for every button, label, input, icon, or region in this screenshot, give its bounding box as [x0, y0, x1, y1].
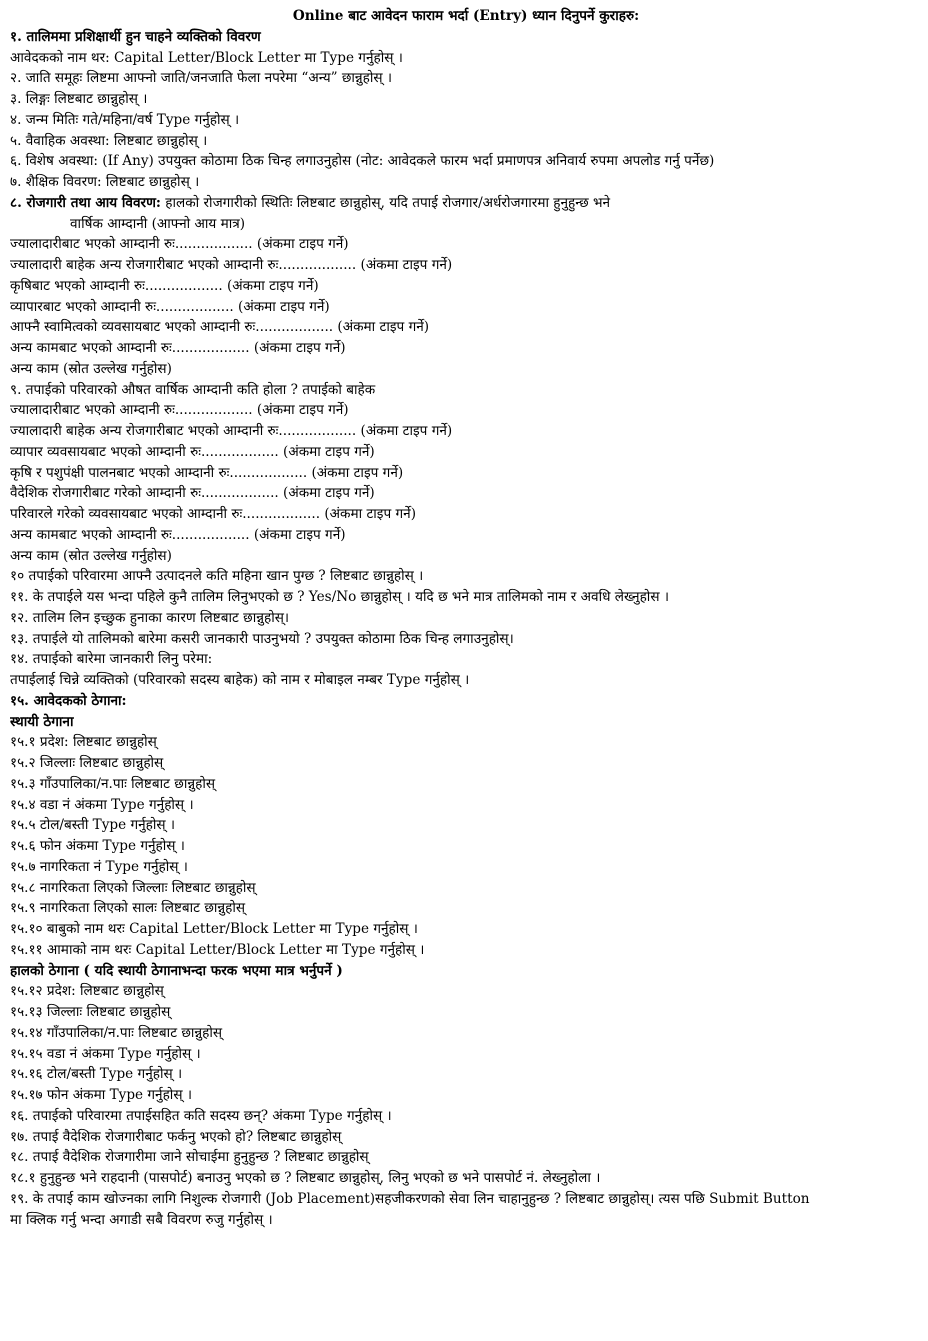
instruction-line: ५. वैवाहिक अवस्था: लिष्टबाट छान्नुहोस् । [10, 132, 208, 149]
instruction-line: ३. लिङ्गः लिष्टबाट छान्नुहोस् । [10, 91, 148, 107]
instruction-line: २. जाति समूहः लिष्टमा आफ्नो जाति/जनजाति फेला नपरेमा “अन्य” छान्नुहोस् । [10, 70, 393, 87]
instruction-line: कृषि र पशुपंक्षी पालनबाट भएको आम्दानी रुः.................. (अंकमा टाइप गर्ने) [10, 464, 404, 481]
instruction-line: १२. तालिम लिन इच्छुक हुनाका कारण लिष्टबाट छान्नुहोस्। [10, 609, 290, 626]
instruction-line: मा क्लिक गर्नु भन्दा अगाडी सबै विवरण रुजु गर्नुहोस् । [10, 1211, 273, 1228]
section-heading: स्थायी ठेगाना [10, 713, 74, 730]
instruction-list [10, 27, 922, 1231]
instruction-line: १९. के तपाई काम खोज्नका लागि निशुल्क रोजगारी (Job Placement)सहजीकरणको सेवा लिन चाहानुहुन्छ ? लिष्टबाट छान्नुहोस्। त्यस पछि Submit Button [10, 1190, 810, 1207]
section-heading: १. तालिममा प्रशिक्षार्थी हुन चाहने व्यक्तिको विवरण [10, 28, 261, 45]
instruction-line: व्यापार व्यवसायबाट भएको आम्दानी रुः.................. (अंकमा टाइप गर्ने) [10, 443, 375, 460]
section-heading: हालको ठेगाना ( यदि स्थायी ठेगानाभन्दा फरक भएमा मात्र भर्नुपर्ने ) [10, 962, 343, 979]
document-page [10, 6, 922, 1230]
instruction-line: १५.४ वडा नं अंकमा Type गर्नुहोस् । [10, 796, 194, 813]
instruction-line: १५.५ टोल/बस्ती Type गर्नुहोस् । [10, 817, 176, 834]
instruction-line: १५.८ नागरिकता लिएको जिल्लाः लिष्टबाट छान्नुहोस् [10, 879, 256, 896]
instruction-line: १८.१ हुनुहुन्छ भने राहदानी (पासपोर्ट) बनाउनु भएको छ ? लिष्टबाट छान्नुहोस्, लिनु भएको छ भने पासपोर्ट नं. लेख्नुहोला । [10, 1170, 601, 1186]
instruction-line: आवेदकको नाम थर: Capital Letter/Block Letter मा Type गर्नुहोस् । [10, 49, 403, 66]
section-heading: १५. आवेदकको ठेगाना: [10, 692, 127, 709]
instruction-line: १४. तपाईको बारेमा जानकारी लिनु परेमा: [10, 651, 213, 668]
instruction-line: वार्षिक आम्दानी (आफ्नो आय मात्र) [70, 215, 246, 232]
instruction-line: १० तपाईको परिवारमा आफ्नै उत्पादनले कति महिना खान पुग्छ ? लिष्टबाट छान्नुहोस् । [10, 568, 424, 585]
instruction-line [10, 193, 922, 214]
instruction-line: १५.१५ वडा नं अंकमा Type गर्नुहोस् । [10, 1045, 201, 1062]
instruction-line: आफ्नै स्वामित्वको व्यवसायबाट भएको आम्दानी रुः.................. (अंकमा टाइप गर्ने) [10, 319, 430, 336]
instruction-line: १५.१० बाबुको नाम थरः Capital Letter/Block Letter मा Type गर्नुहोस् । [10, 921, 418, 937]
instruction-line: वैदेशिक रोजगारीबाट गरेको आम्दानी रुः.................. (अंकमा टाइप गर्ने) [10, 485, 375, 502]
instruction-line: ६. विशेष अवस्था: (If Any) उपयुक्त कोठामा ठिक चिन्ह लगाउनुहोस (नोट: आवेदकले फारम भर्दा प्रमाणपत्र अनिवार्य रुपमा अपलोड गर्नु पर्नेछ) [10, 153, 715, 170]
instruction-line: तपाईलाई चिन्ने व्यक्तिको (परिवारको सदस्य बाहेक) को नाम र मोबाइल नम्बर Type गर्नुहोस् । [10, 672, 470, 688]
instruction-line: व्यापारबाट भएको आम्दानी रुः.................. (अंकमा टाइप गर्ने) [10, 298, 330, 315]
instruction-line: १३. तपाईले यो तालिमको बारेमा कसरी जानकारी पाउनुभयो ? उपयुक्त कोठामा ठिक चिन्ह लगाउनुहोस्। [10, 630, 514, 647]
instruction-line: ज्यालादारी बाहेक अन्य रोजगारीबाट भएको आम्दानी रुः.................. (अंकमा टाइप गर्ने) [10, 423, 453, 439]
instruction-line: अन्य काम (स्रोत उल्लेख गर्नुहोस) [10, 547, 172, 564]
instruction-line: १५.१६ टोल/बस्ती Type गर्नुहोस् । [10, 1066, 183, 1083]
instruction-line: ज्यालादारीबाट भएको आम्दानी रुः.................. (अंकमा टाइप गर्ने) [10, 236, 349, 253]
instruction-line: १५.७ नागरिकता नं Type गर्नुहोस् । [10, 858, 188, 875]
instruction-line: ४. जन्म मितिः गते/महिना/वर्ष Type गर्नुहोस् । [10, 111, 240, 128]
instruction-line: अन्य कामबाट भएको आम्दानी रुः.................. (अंकमा टाइप गर्ने) [10, 340, 346, 356]
instruction-line: १५.१२ प्रदेश: लिष्टबाट छान्नुहोस् [10, 983, 164, 1000]
instruction-line: १५.६ फोन अंकमा Type गर्नुहोस् । [10, 838, 185, 854]
instruction-line: १५.१४ गाँउपालिका/न.पाः लिष्टबाट छान्नुहोस् [10, 1024, 223, 1041]
instruction-line: ज्यालादारीबाट भएको आम्दानी रुः.................. (अंकमा टाइप गर्ने) [10, 402, 349, 419]
instruction-line: १५.१३ जिल्लाः लिष्टबाट छान्नुहोस् [10, 1004, 171, 1020]
section-heading-text: हालको रोजगारीको स्थितिः लिष्टबाट छान्नुहोस्, यदि तपाई रोजगार/अर्धरोजगारमा हुनुहुन्छ भने [160, 194, 611, 211]
section-heading-label: ८. रोजगारी तथा आय विवरण: [10, 194, 161, 211]
instruction-line: १५.१७ फोन अंकमा Type गर्नुहोस् । [10, 1087, 192, 1103]
instruction-line: १५.९ नागरिकता लिएको सालः लिष्टबाट छान्नुहोस् [10, 900, 246, 917]
instruction-line: परिवारले गरेको व्यवसायबाट भएको आम्दानी रुः.................. (अंकमा टाइप गर्ने) [10, 506, 417, 522]
instruction-line: अन्य काम (स्रोत उल्लेख गर्नुहोस) [10, 360, 172, 377]
instruction-line: १५.११ आमाको नाम थरः Capital Letter/Block Letter मा Type गर्नुहोस् । [10, 941, 425, 958]
instruction-line: कृषिबाट भएको आम्दानी रुः.................. (अंकमा टाइप गर्ने) [10, 277, 319, 294]
page-title: Online बाट आवेदन फाराम भर्दा (Entry) ध्यान दिनुपर्ने कुराहरु: [292, 8, 640, 24]
instruction-line: ज्यालादारी बाहेक अन्य रोजगारीबाट भएको आम्दानी रुः.................. (अंकमा टाइप गर्ने) [10, 257, 453, 273]
instruction-line: १६. तपाईको परिवारमा तपाईसहित कति सदस्य छन्? अंकमा Type गर्नुहोस् । [10, 1107, 392, 1124]
instruction-line: ९. तपाईको परिवारको औषत वार्षिक आम्दानी कति होला ? तपाईको बाहेक [10, 381, 376, 398]
instruction-line: ७. शैक्षिक विवरण: लिष्टबाट छान्नुहोस् । [10, 174, 200, 190]
instruction-line: १५.३ गाँउपालिका/न.पाः लिष्टबाट छान्नुहोस् [10, 775, 216, 792]
instruction-line: १५.२ जिल्लाः लिष्टबाट छान्नुहोस् [10, 755, 164, 771]
instruction-line: १५.१ प्रदेश: लिष्टबाट छान्नुहोस् [10, 734, 157, 751]
instruction-line: ११. के तपाईले यस भन्दा पहिले कुनै तालिम लिनुभएको छ ? Yes/No छान्नुहोस् । यदि छ भने मात्र तालिमको नाम र अवधि लेख्नुहोस । [10, 589, 669, 605]
instruction-line: अन्य कामबाट भएको आम्दानी रुः.................. (अंकमा टाइप गर्ने) [10, 526, 346, 543]
instruction-line: १८. तपाई वैदेशिक रोजगारीमा जाने सोचाईमा हुनुहुन्छ ? लिष्टबाट छान्नुहोस् [10, 1149, 369, 1166]
instruction-line: १७. तपाई वैदेशिक रोजगारीबाट फर्कनु भएको हो? लिष्टबाट छान्नुहोस् [10, 1128, 342, 1145]
